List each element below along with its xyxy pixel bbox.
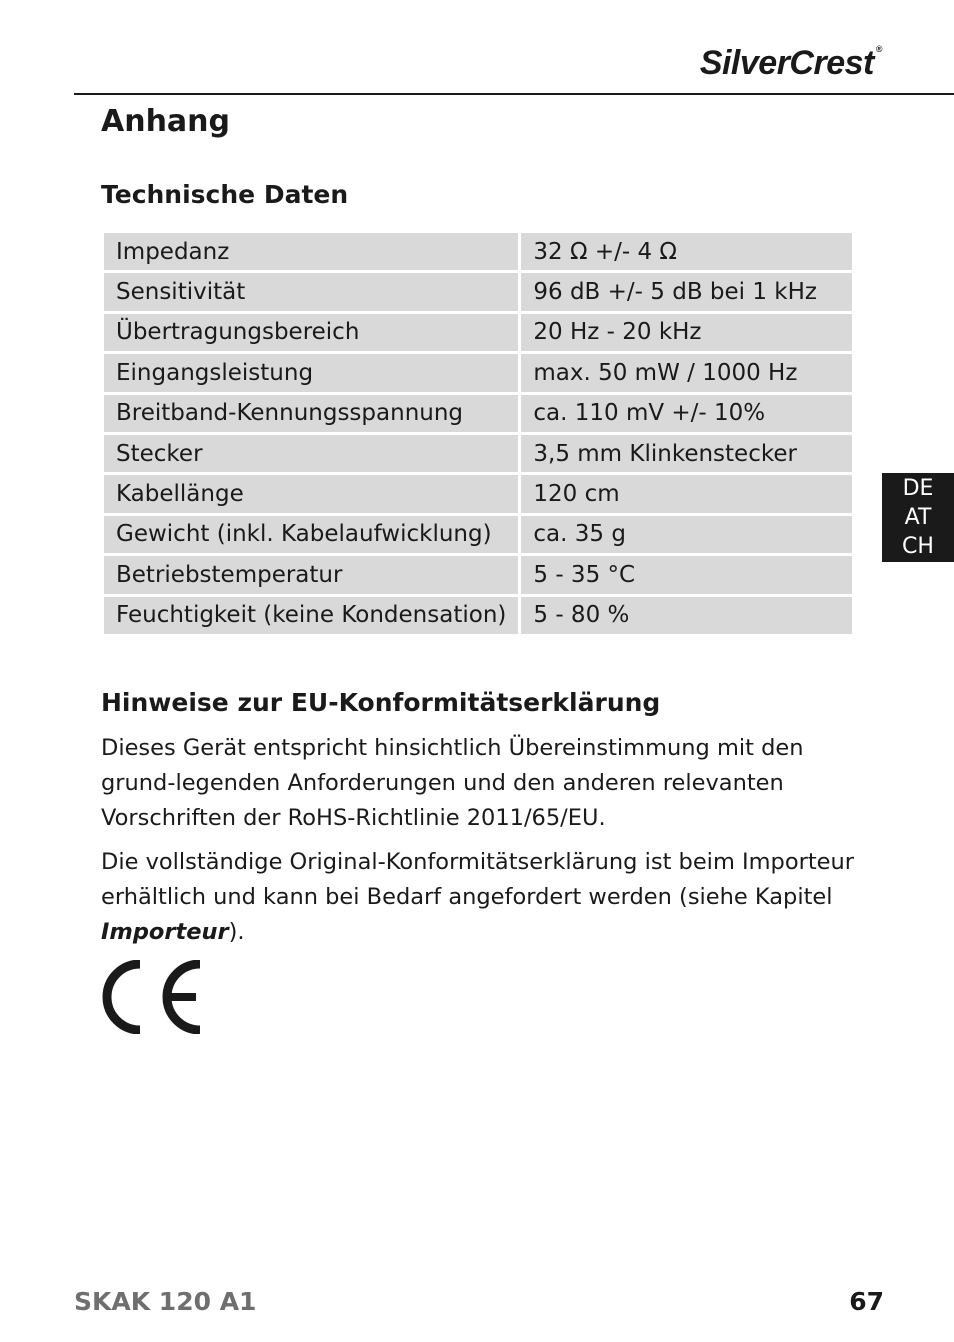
- spec-value: 32 Ω +/- 4 Ω: [521, 233, 852, 270]
- spec-label: Übertragungsbereich: [104, 314, 518, 351]
- spec-value: max. 50 mW / 1000 Hz: [521, 354, 852, 391]
- spec-label: Sensitivität: [104, 273, 518, 310]
- eu-paragraph-1: Dieses Gerät entspricht hinsichtlich Übereinstimmung mit den grund-legenden Anforderungen und den anderen relevanten Vorschriften der RoHS-Richtlinie 2011/65/EU.: [101, 735, 804, 831]
- spec-label: Betriebstemperatur: [104, 556, 518, 593]
- importeur-reference: Importeur: [101, 919, 229, 945]
- spec-value: 3,5 mm Klinkenstecker: [521, 435, 852, 472]
- lang-ch: CH: [902, 534, 934, 559]
- table-row: [104, 233, 852, 270]
- table-row: [104, 354, 852, 391]
- page-number: 67: [849, 1287, 884, 1316]
- spec-label: Eingangsleistung: [104, 354, 518, 391]
- brand-name: SilverCrest: [699, 44, 874, 82]
- spec-label: Impedanz: [104, 233, 518, 270]
- spec-value: 5 - 35 °C: [521, 556, 852, 593]
- table-row: [104, 516, 852, 553]
- ce-mark-icon: [100, 960, 204, 1034]
- header-rule: [74, 93, 954, 95]
- table-row: [104, 597, 852, 634]
- eu-paragraph-2-text: Die vollständige Original-Konformitätserklärung ist beim Importeur erhältlich und kann bei Bedarf angefordert werden (siehe Kapitel: [101, 849, 855, 910]
- table-row: [104, 556, 852, 593]
- spec-label: Stecker: [104, 435, 518, 472]
- language-tab: [882, 473, 954, 562]
- table-row: [104, 475, 852, 512]
- footer-model: SKAK 120 A1: [74, 1287, 257, 1316]
- registered-mark: ®: [875, 44, 882, 54]
- eu-paragraph-2-end: ).: [228, 919, 245, 945]
- spec-table: [101, 230, 855, 637]
- lang-de: DE: [902, 476, 934, 501]
- spec-label: Kabellänge: [104, 475, 518, 512]
- table-row: [104, 395, 852, 432]
- table-row: [104, 314, 852, 351]
- brand-logo: [700, 44, 882, 83]
- lang-at: AT: [904, 505, 932, 530]
- eu-paragraph-2: [101, 845, 861, 950]
- spec-label: Breitband-Kennungsspannung: [104, 395, 518, 432]
- eu-heading: Hinweise zur EU-Konformitätserklärung: [101, 688, 661, 717]
- spec-value: ca. 110 mV +/- 10%: [521, 395, 852, 432]
- spec-label: Gewicht (inkl. Kabelaufwicklung): [104, 516, 518, 553]
- spec-value: 120 cm: [521, 475, 852, 512]
- spec-label: Feuchtigkeit (keine Kondensation): [104, 597, 518, 634]
- spec-value: ca. 35 g: [521, 516, 852, 553]
- spec-value: 20 Hz - 20 kHz: [521, 314, 852, 351]
- table-row: [104, 273, 852, 310]
- spec-value: 5 - 80 %: [521, 597, 852, 634]
- page-title: Anhang: [101, 104, 231, 139]
- spec-value: 96 dB +/- 5 dB bei 1 kHz: [521, 273, 852, 310]
- technical-heading: Technische Daten: [101, 180, 349, 209]
- table-row: [104, 435, 852, 472]
